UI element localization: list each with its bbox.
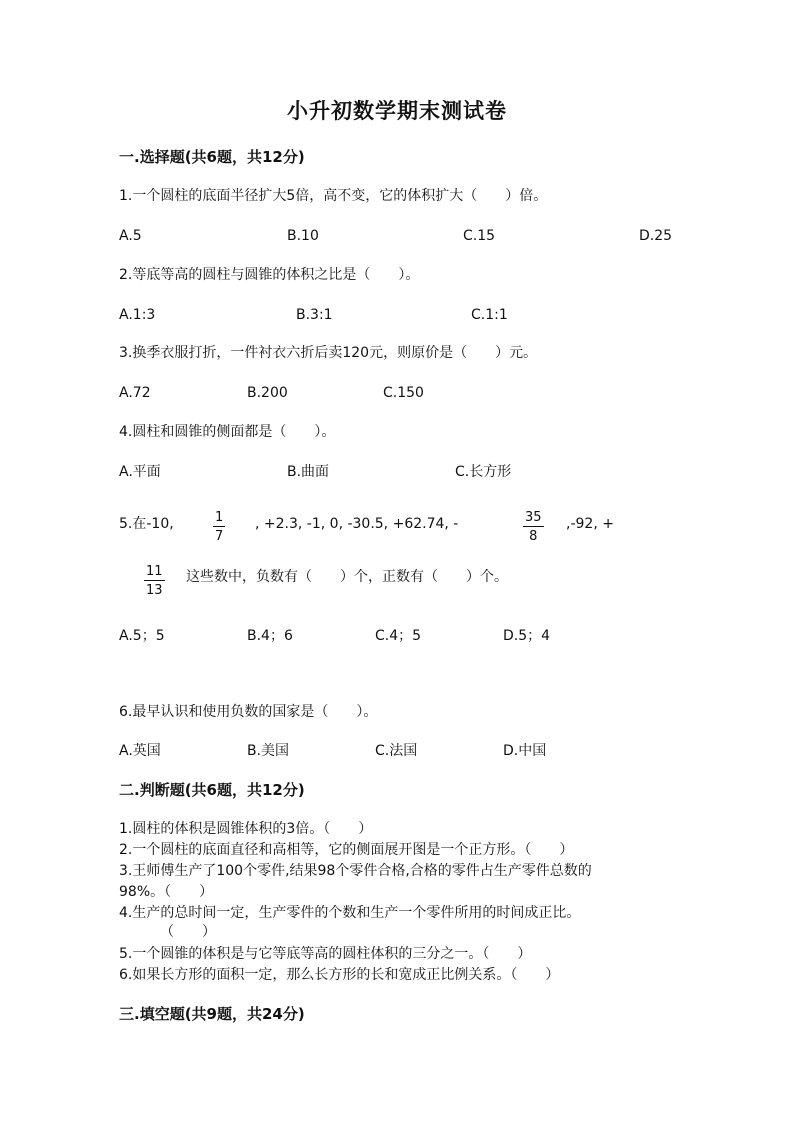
fraction — [523, 511, 544, 543]
page-title: 小升初数学期末测试卷 — [287, 98, 507, 123]
option-c: C.法国 — [375, 743, 418, 759]
question-stem: 3.换季衣服打折，一件衬衣六折后卖120元，则原价是（ ）元。 — [119, 345, 538, 361]
section-heading-judge: 二.判断题(共6题，共12分) — [119, 781, 305, 799]
fraction-numerator: 11 — [146, 564, 163, 579]
option-d: D.25 — [639, 228, 673, 244]
fraction-numerator: 35 — [525, 510, 542, 525]
section-heading-fill: 三.填空题(共9题，共24分) — [119, 1005, 305, 1023]
option-a: A.英国 — [119, 743, 161, 759]
option-a: A.5；5 — [119, 628, 165, 644]
question-stem-part: ,-92, + — [566, 516, 614, 532]
option-b: B.曲面 — [287, 464, 330, 480]
option-b: B.200 — [247, 385, 288, 401]
option-d: D.中国 — [503, 743, 547, 759]
fraction — [144, 565, 165, 597]
option-c: C.150 — [383, 385, 424, 401]
option-a: A.5 — [119, 228, 142, 244]
judge-item: 1.圆柱的体积是圆锥体积的3倍。（ ） — [119, 821, 373, 837]
judge-item-continuation: （ ） — [160, 924, 216, 940]
option-c: C.15 — [463, 228, 496, 244]
fraction-numerator: 1 — [215, 510, 224, 525]
question-stem: 4.圆柱和圆锥的侧面都是（ ）。 — [119, 424, 336, 440]
fraction — [213, 511, 225, 543]
question-stem-part: 这些数中，负数有（ ）个，正数有（ ）个。 — [186, 569, 508, 585]
question-stem-part: 5.在-10, — [119, 516, 174, 532]
option-a: A.72 — [119, 385, 151, 401]
question-stem-part: , +2.3, -1, 0, -30.5, +62.74, - — [255, 516, 459, 532]
fraction-denominator: 7 — [215, 529, 224, 544]
fraction-denominator: 8 — [529, 529, 538, 544]
judge-item-continuation: 98%。（ ） — [119, 884, 214, 900]
option-c: C.1:1 — [471, 307, 508, 323]
option-a: A.1:3 — [119, 307, 156, 323]
judge-item: 2.一个圆柱的底面直径和高相等，它的侧面展开图是一个正方形。（ ） — [119, 842, 574, 858]
option-b: B.4；6 — [247, 628, 293, 644]
judge-item: 4.生产的总时间一定，生产零件的个数和生产一个零件所用的时间成正比。 — [119, 905, 581, 921]
option-c: C.4；5 — [375, 628, 422, 644]
fraction-denominator: 13 — [146, 583, 163, 598]
judge-item: 3.王师傅生产了100个零件,结果98个零件合格,合格的零件占生产零件总数的 — [119, 863, 592, 879]
question-stem: 6.最早认识和使用负数的国家是（ ）。 — [119, 704, 378, 720]
judge-item: 5.一个圆锥的体积是与它等底等高的圆柱体积的三分之一。（ ） — [119, 946, 532, 962]
option-a: A.平面 — [119, 464, 161, 480]
section-heading-choice: 一.选择题(共6题，共12分) — [119, 148, 305, 166]
option-d: D.5；4 — [503, 628, 551, 644]
option-c: C.长方形 — [455, 464, 512, 480]
option-b: B.10 — [287, 228, 319, 244]
question-stem: 1.一个圆柱的底面半径扩大5倍，高不变，它的体积扩大（ ）倍。 — [119, 188, 548, 204]
option-b: B.美国 — [247, 743, 290, 759]
judge-item: 6.如果长方形的面积一定，那么长方形的长和宽成正比例关系。（ ） — [119, 967, 560, 983]
option-b: B.3:1 — [296, 307, 333, 323]
question-stem: 2.等底等高的圆柱与圆锥的体积之比是（ ）。 — [119, 267, 420, 283]
